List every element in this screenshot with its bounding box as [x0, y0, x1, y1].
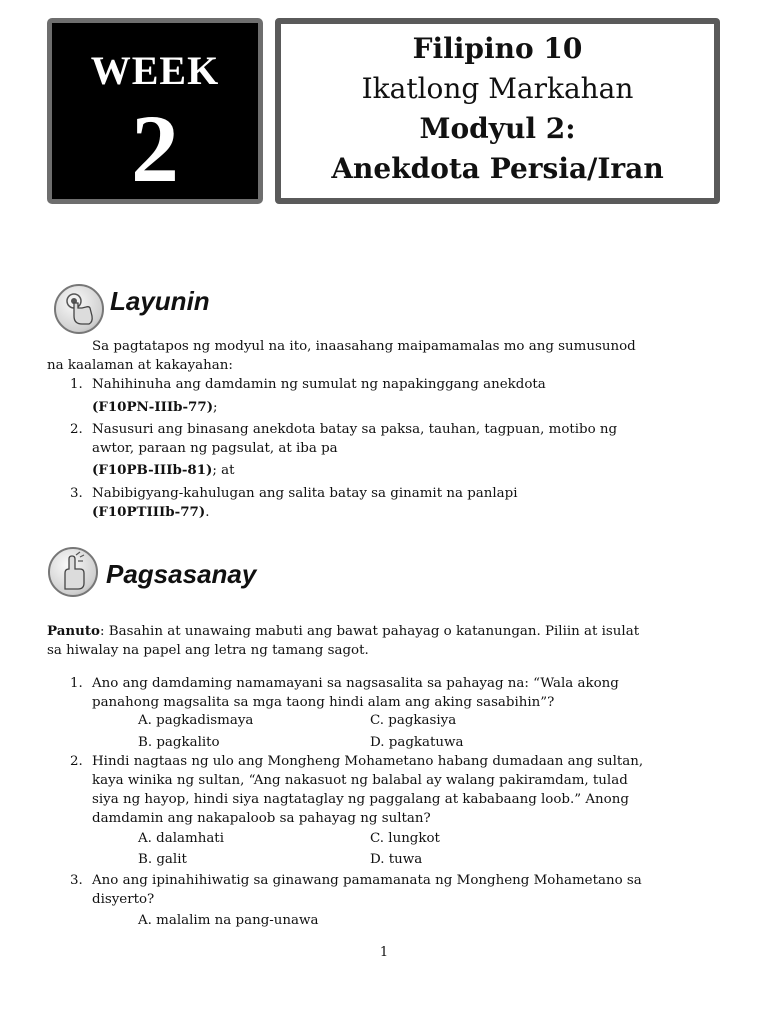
competency-code [92, 398, 218, 417]
list-item [70, 484, 720, 503]
pointing-finger-icon [54, 284, 104, 334]
panuto-line2: sa hiwalay na papel ang letra ng tamang sagot. [47, 643, 369, 658]
question-text: Ano ang ipinahihiwatig sa ginawang pamamanata ng Mongheng Mohametano sa [92, 873, 642, 888]
code-suffix: . [205, 505, 210, 520]
question-item [70, 871, 720, 909]
answer-option: D. tuwa [370, 852, 423, 867]
list-text-cont: awtor, paraan ng pagsulat, at iba pa [92, 441, 338, 456]
answer-option: C. pagkasiya [370, 713, 457, 728]
list-number: 3. [70, 486, 83, 501]
list-item [70, 420, 720, 458]
list-text: Nahihinuha ang damdamin ng sumulat ng napakinggang anekdota [92, 377, 546, 392]
code-suffix: ; [213, 400, 218, 415]
answer-option: B. galit [138, 852, 187, 867]
question-text: siya ng hayop, hindi siya nagtataglay ng paggalang at kababaang loob.” Anong [92, 792, 629, 807]
page-number: 1 [379, 945, 389, 960]
week-number: 2 [131, 95, 179, 202]
module-title-box [275, 18, 720, 204]
answer-option: B. pagkalito [138, 735, 220, 750]
question-text: kaya winika ng sultan, “Ang nakasuot ng balabal ay walang pakiramdam, tulad [92, 773, 628, 788]
list-number: 1. [70, 377, 83, 392]
question-text: Hindi nagtaas ng ulo ang Mongheng Mohametano habang dumadaan ang sultan, [92, 754, 644, 769]
list-text: Nabibigyang-kahulugan ang salita batay sa ginamit na panlapi [92, 486, 518, 501]
week-badge [47, 18, 263, 204]
answer-option: D. pagkatuwa [370, 735, 464, 750]
layunin-heading: Layunin [110, 286, 210, 316]
hand-gesture-icon [48, 547, 98, 597]
panuto-text: : Basahin at unawaing mabuti ang bawat pahayag o katanungan. Piliin at isulat [99, 624, 640, 639]
answer-option: A. dalamhati [138, 831, 224, 846]
question-text: damdamin ang nakapaloob sa pahayag ng sultan? [92, 811, 431, 826]
question-text: panahong magsalita sa mga taong hindi alam ang aking sasabihin”? [92, 695, 555, 710]
question-item [70, 674, 720, 712]
answer-option: A. pagkadismaya [138, 713, 254, 728]
list-number: 2. [70, 422, 83, 437]
question-text: disyerto? [92, 892, 155, 907]
competency-code [92, 461, 235, 480]
code-text: (F10PTIIIb-77) [92, 504, 206, 520]
question-item [70, 752, 720, 828]
question-number: 1. [70, 676, 83, 691]
code-text: (F10PB-IIIb-81) [92, 462, 213, 478]
panuto-line1 [47, 622, 720, 641]
question-text: Ano ang damdaming namamayani sa nagsasalita sa pahayag na: “Wala akong [92, 676, 619, 691]
quarter-title: Ikatlong Markahan [361, 72, 634, 105]
question-number: 2. [70, 754, 83, 769]
answer-option: C. lungkot [370, 831, 440, 846]
code-text: (F10PN-IIIb-77) [92, 399, 214, 415]
panuto-label: Panuto [47, 623, 100, 639]
subject-title: Filipino 10 [412, 32, 583, 65]
pagsasanay-heading: Pagsasanay [106, 559, 257, 589]
module-label: Modyul 2: [419, 112, 576, 145]
question-number: 3. [70, 873, 83, 888]
module-topic: Anekdota Persia/Iran [331, 152, 664, 185]
list-item [70, 375, 720, 394]
answer-option: A. malalim na pang-unawa [138, 913, 319, 928]
competency-code [92, 503, 209, 522]
code-suffix: ; at [212, 463, 235, 478]
week-label: WEEK [90, 48, 220, 93]
list-text: Nasusuri ang binasang anekdota batay sa paksa, tauhan, tagpuan, motibo ng [92, 422, 618, 437]
layunin-intro-line1: Sa pagtatapos ng modyul na ito, inaasahang maipamamalas mo ang sumusunod [92, 339, 636, 354]
layunin-intro-line2: na kaalaman at kakayahan: [47, 358, 233, 373]
